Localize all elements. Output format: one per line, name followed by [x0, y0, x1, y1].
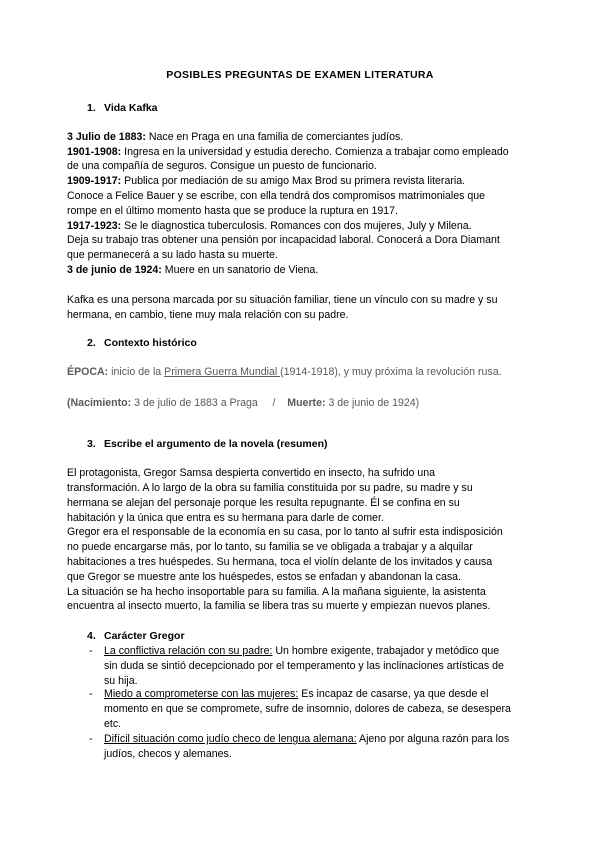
timeline-line	[67, 175, 465, 188]
section-heading-argumento	[87, 438, 328, 450]
epoca-line	[67, 366, 502, 379]
timeline-line	[67, 264, 318, 277]
bullet-line: sin duda se sintió decepcionado por el temperamento y las inclinaciones artísticas de	[104, 660, 504, 672]
timeline-date: 3 Julio de 1883:	[67, 131, 146, 143]
timeline-date: 1901-1908:	[67, 146, 122, 158]
bullet-title: Miedo a comprometerse con las mujeres:	[104, 688, 299, 700]
nacimiento-label: Nacimiento:	[70, 397, 132, 409]
epoca-label: ÉPOCA:	[67, 366, 109, 378]
section-heading-caracter	[87, 630, 185, 642]
summary-line: no puede encargarse más, por lo tanto, su familia se ve obligada a trabajar y a alquilar	[67, 541, 473, 553]
primera-guerra-link[interactable]: Primera Guerra Mundial	[164, 366, 281, 378]
timeline-date: 1909-1917:	[67, 175, 122, 187]
summary-line: hermana se alejan del personaje porque les resulta repugnante. Él se confina en su	[67, 497, 460, 509]
section-number: 4.	[87, 630, 96, 642]
bullet-line	[104, 645, 499, 658]
section-number: 2.	[87, 337, 96, 349]
summary-line: La situación se ha hecho insoportable para su familia. A la mañana siguiente, la asistenta	[67, 586, 486, 598]
section-heading-text: Vida Kafka	[104, 102, 158, 114]
timeline-text: Publica por mediación de su amigo Max Brod su primera revista literaria.	[121, 175, 466, 187]
timeline-text: Se le diagnostica tuberculosis. Romances con dos mujeres, July y Milena.	[121, 220, 472, 232]
summary-line: habitación y la única que entra es su hermana para darle de comer.	[67, 512, 384, 524]
document-title: POSIBLES PREGUNTAS DE EXAMEN LITERATURA	[166, 69, 434, 81]
bullet-text: Ajeno por alguna razón para los	[356, 733, 510, 745]
summary-line: Gregor era el responsable de la economía en su casa, por lo tanto al sufrir esta indisposición	[67, 526, 503, 538]
timeline-text: Nace en Praga en una familia de comerciantes judíos.	[145, 131, 404, 143]
section-number: 3.	[87, 438, 96, 450]
timeline-line: que permanecerá a su lado hasta su muerte.	[67, 249, 278, 261]
bullet-title: Difícil situación como judío checo de lengua alemana:	[104, 733, 357, 745]
timeline-line: rompe en el último momento hasta que se produce la ruptura en 1917.	[67, 205, 398, 217]
section-heading-text: Carácter Gregor	[104, 630, 185, 642]
bullet-dash: -	[89, 733, 93, 745]
section-heading-vida-kafka	[87, 102, 158, 114]
section-heading-text: Escribe el argumento de la novela (resumen)	[104, 438, 328, 450]
paragraph-line: hermana, en cambio, tiene muy mala relación con su padre.	[67, 309, 349, 321]
timeline-text: Muere en un sanatorio de Viena.	[161, 264, 319, 276]
bullet-line	[104, 688, 489, 701]
timeline-line: Conoce a Felice Bauer y se escribe, con ella tendrá dos compromisos matrimoniales que	[67, 190, 486, 202]
summary-line: transformación. A lo largo de la obra su familia constituida por su padre, su madre y su	[67, 482, 473, 494]
paren-open: (	[67, 397, 71, 409]
section-heading-text: Contexto histórico	[104, 337, 197, 349]
summary-line: habitaciones a tres huéspedes. Su hermana, toca el violín delante de los invitados y causa	[67, 556, 493, 568]
muerte-text: 3 de junio de 1924)	[325, 397, 420, 409]
paragraph-line: Kafka es una persona marcada por su situación familiar, tiene un vínculo con su madre y su	[67, 294, 498, 306]
timeline-line: de una compañía de seguros. Consigue un puesto de funcionario.	[67, 160, 377, 172]
bullet-dash: -	[89, 645, 93, 657]
bullet-dash: -	[89, 688, 93, 700]
timeline-line: Deja su trabajo tras obtener una pensión por incapacidad laboral. Conocerá a Dora Diamant	[67, 234, 500, 246]
timeline-line	[67, 146, 509, 159]
bullet-line: etc.	[104, 718, 122, 730]
muerte-label: Muerte:	[287, 397, 326, 409]
bullet-text: Un hombre exigente, trabajador y metódico que	[272, 645, 500, 657]
nacimiento-text: 3 de julio de 1883 a Praga /	[131, 397, 288, 409]
timeline-line	[67, 220, 472, 233]
timeline-line	[67, 131, 403, 144]
section-number: 1.	[87, 102, 96, 114]
timeline-date: 1917-1923:	[67, 220, 122, 232]
epoca-text: (1914-1918), y muy próxima la revolución rusa.	[280, 366, 502, 378]
section-heading-contexto	[87, 337, 197, 349]
bullet-line: judíos, checos y alemanes.	[104, 748, 232, 760]
dates-line	[67, 397, 419, 410]
bullet-text: Es incapaz de casarse, ya que desde el	[298, 688, 489, 700]
bullet-line: su hija.	[104, 675, 138, 687]
epoca-text: inicio de la	[108, 366, 165, 378]
bullet-line: momento en que se compromete, sufre de insomnio, dolores de cabeza, se desespera	[104, 703, 511, 715]
summary-line: que Gregor se muestre ante los huéspedes, estos se enfadan y abandonan la casa.	[67, 571, 461, 583]
summary-line: El protagonista, Gregor Samsa despierta convertido en insecto, ha sufrido una	[67, 467, 436, 479]
timeline-text: Ingresa en la universidad y estudia derecho. Comienza a trabajar como empleado	[121, 146, 509, 158]
timeline-date: 3 de junio de 1924:	[67, 264, 162, 276]
bullet-line	[104, 733, 509, 746]
bullet-title: La conflictiva relación con su padre:	[104, 645, 273, 657]
summary-line: encuentra al insecto muerto, la familia se libera tras su muerte y empiezan nuevos planes.	[67, 600, 491, 612]
